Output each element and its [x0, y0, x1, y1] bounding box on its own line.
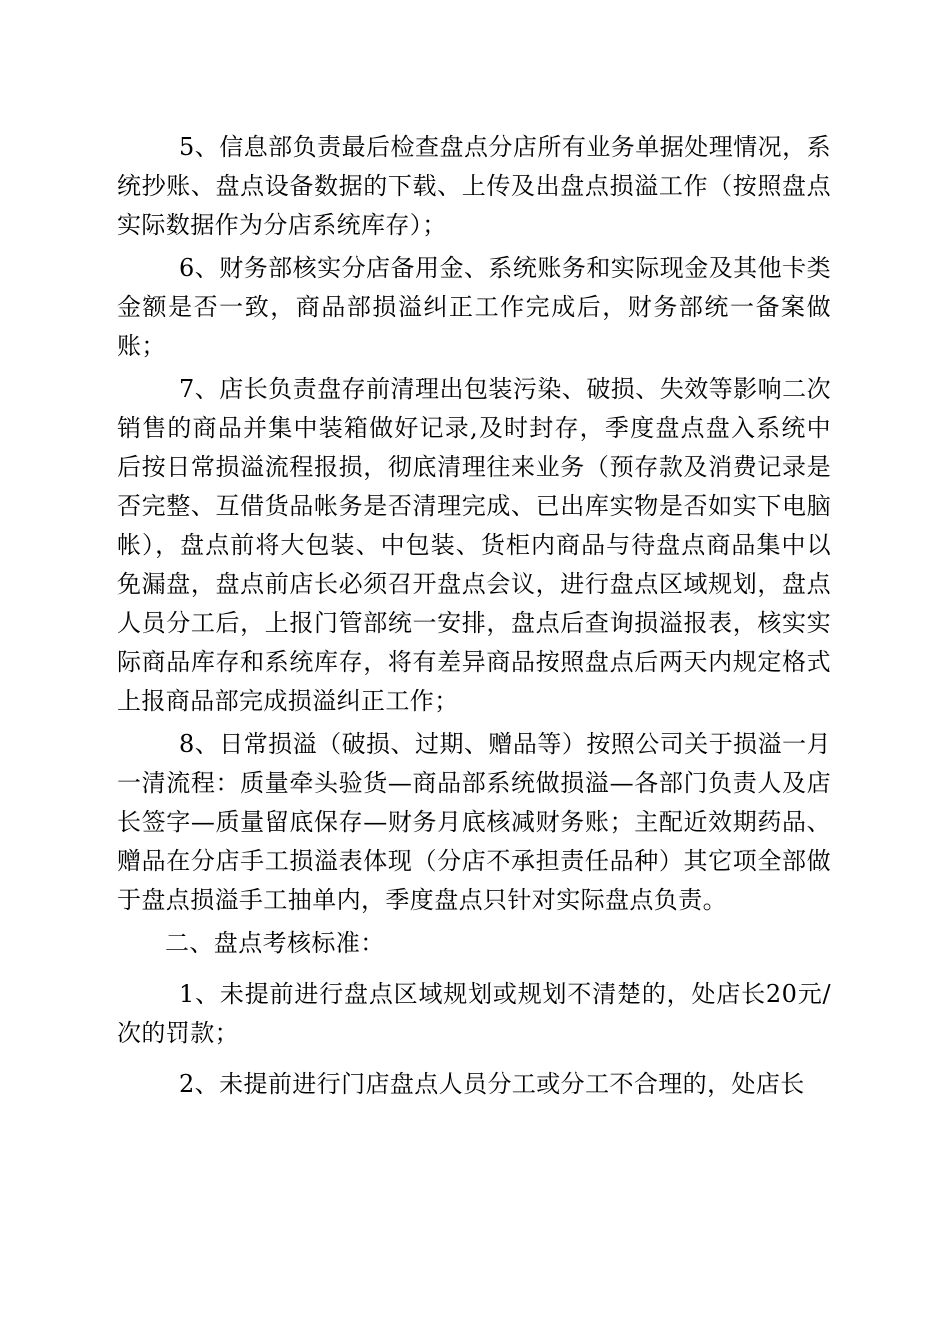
criterion-1: 1、未提前进行盘点区域规划或规划不清楚的，处店长20元/次的罚款； — [117, 980, 831, 1047]
paragraph-item-5: 5、信息部负责最后检查盘点分店所有业务单据处理情况，系统抄账、盘点设备数据的下载、上传及出盘点损溢工作（按照盘点实际数据作为分店系统库存）； — [117, 133, 831, 239]
document-body — [117, 128, 831, 1104]
criterion-2: 2、未提前进行门店盘点人员分工或分工不合理的，处店长 — [179, 1070, 805, 1098]
paragraph-item-6: 6、财务部核实分店备用金、系统账务和实际现金及其他卡类金额是否一致，商品部损溢纠正工作完成后，财务部统一备案做账； — [117, 254, 831, 360]
section-heading: 二、盘点考核标准： — [165, 929, 385, 957]
paragraph-item-8: 8、日常损溢（破损、过期、赠品等）按照公司关于损溢一月一清流程：质量牵头验货—商品部系统做损溢—各部门负责人及店长签字—质量留底保存—财务月底核减财务账；主配近效期药品、赠品在分店手工损溢表体现（分店不承担责任品种）其它项全部做于盘点损溢手工抽单内，季度盘点只针对实际盘点负责。 — [117, 730, 831, 914]
paragraph-item-7: 7、店长负责盘存前清理出包装污染、破损、失效等影响二次销售的商品并集中装箱做好记录,及时封存，季度盘点盘入系统中后按日常损溢流程报损，彻底清理往来业务（预存款及消费记录是否完整、互借货品帐务是否清理完成、已出库实物是否如实下电脑帐），盘点前将大包装、中包装、货柜内商品与待盘点商品集中以免漏盘，盘点前店长必须召开盘点会议，进行盘点区域规划，盘点人员分工后，上报门管部统一安排，盘点后查询损溢报表，核实实际商品库存和系统库存，将有差异商品按照盘点后两天内规定格式上报商品部完成损溢纠正工作； — [117, 375, 831, 715]
